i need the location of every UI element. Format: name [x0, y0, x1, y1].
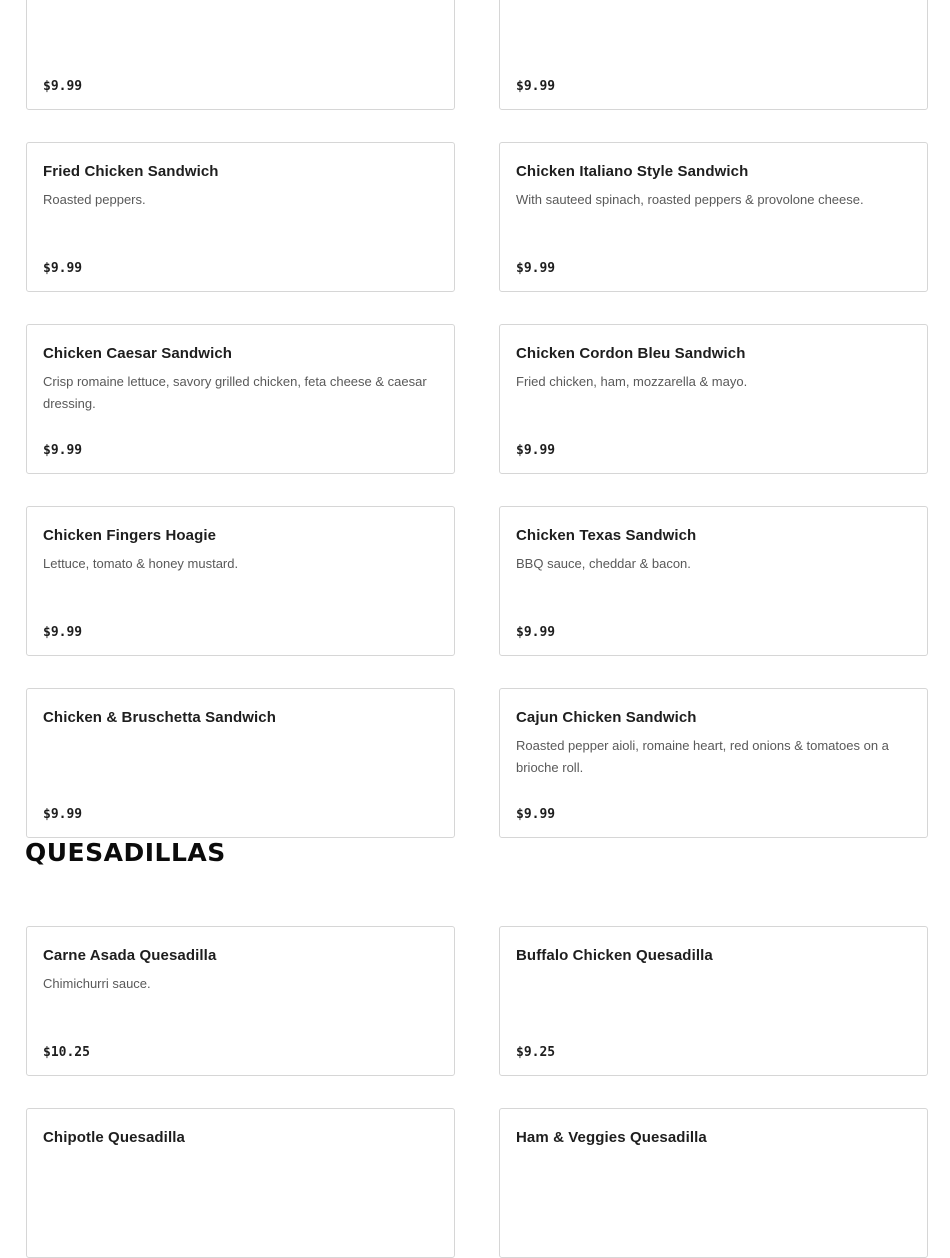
- menu-item-card[interactable]: [26, 688, 455, 838]
- menu-item-price: $9.99: [516, 625, 556, 640]
- menu-item-description: With sauteed spinach, roasted peppers & provolone cheese.: [516, 192, 864, 207]
- menu-item-description: Fried chicken, ham, mozzarella & mayo.: [516, 374, 748, 389]
- menu-item-price: $9.99: [43, 625, 83, 640]
- menu-item-price: $9.99: [516, 443, 556, 458]
- menu-item-name: Chicken Italiano Style Sandwich: [516, 163, 749, 180]
- menu-item-card[interactable]: [499, 688, 928, 838]
- menu-item-card[interactable]: [499, 324, 928, 474]
- menu-item-name: Chicken & Bruschetta Sandwich: [43, 709, 276, 726]
- menu-item-card[interactable]: [499, 1108, 928, 1258]
- menu-item-name: Chicken Fingers Hoagie: [43, 527, 217, 544]
- menu-item-card[interactable]: [26, 324, 455, 474]
- menu-item-card[interactable]: [26, 926, 455, 1076]
- menu-item-name: Fried Chicken Sandwich: [43, 163, 219, 180]
- menu-item-name: Chicken Caesar Sandwich: [43, 345, 233, 362]
- menu-item-price: $9.25: [516, 1045, 556, 1060]
- menu-item-price: $9.99: [516, 807, 556, 822]
- menu-item-card[interactable]: [499, 0, 928, 110]
- menu-item-description: Chimichurri sauce.: [43, 976, 151, 991]
- menu-item-price: $9.99: [43, 443, 83, 458]
- menu-item-description: Roasted pepper aioli, romaine heart, red onions & tomatoes on a brioche roll.: [516, 738, 889, 775]
- menu-item-price: $10.25: [43, 1045, 90, 1060]
- menu-item-description: Lettuce, tomato & honey mustard.: [43, 556, 239, 571]
- menu-item-price: $9.99: [516, 79, 556, 94]
- menu-item-card[interactable]: [26, 0, 455, 110]
- menu-item-name: Carne Asada Quesadilla: [43, 947, 217, 964]
- menu-item-price: $9.99: [43, 79, 83, 94]
- menu-item-card[interactable]: [499, 926, 928, 1076]
- menu-item-card[interactable]: [499, 142, 928, 292]
- menu-item-price: $9.99: [43, 261, 83, 276]
- menu-item-name: Ham & Veggies Quesadilla: [516, 1129, 707, 1146]
- menu-item-price: $9.99: [516, 261, 556, 276]
- menu-item-price: $9.99: [43, 807, 83, 822]
- menu-item-description: BBQ sauce, cheddar & bacon.: [516, 556, 691, 571]
- menu-item-card[interactable]: [26, 142, 455, 292]
- menu-item-description: Crisp romaine lettuce, savory grilled chicken, feta cheese & caesar dressing.: [43, 374, 427, 411]
- menu-item-name: Buffalo Chicken Quesadilla: [516, 947, 713, 964]
- menu-item-description: Roasted peppers.: [43, 192, 146, 207]
- menu-item-name: Chipotle Quesadilla: [43, 1129, 185, 1146]
- menu-item-card[interactable]: [499, 506, 928, 656]
- menu-item-name: Chicken Texas Sandwich: [516, 527, 697, 544]
- menu-item-card[interactable]: [26, 1108, 455, 1258]
- menu-item-name: Chicken Cordon Bleu Sandwich: [516, 345, 746, 362]
- section-heading-quesadillas: QUESADILLAS: [25, 838, 226, 867]
- menu-item-name: Cajun Chicken Sandwich: [516, 709, 697, 726]
- menu-item-card[interactable]: [26, 506, 455, 656]
